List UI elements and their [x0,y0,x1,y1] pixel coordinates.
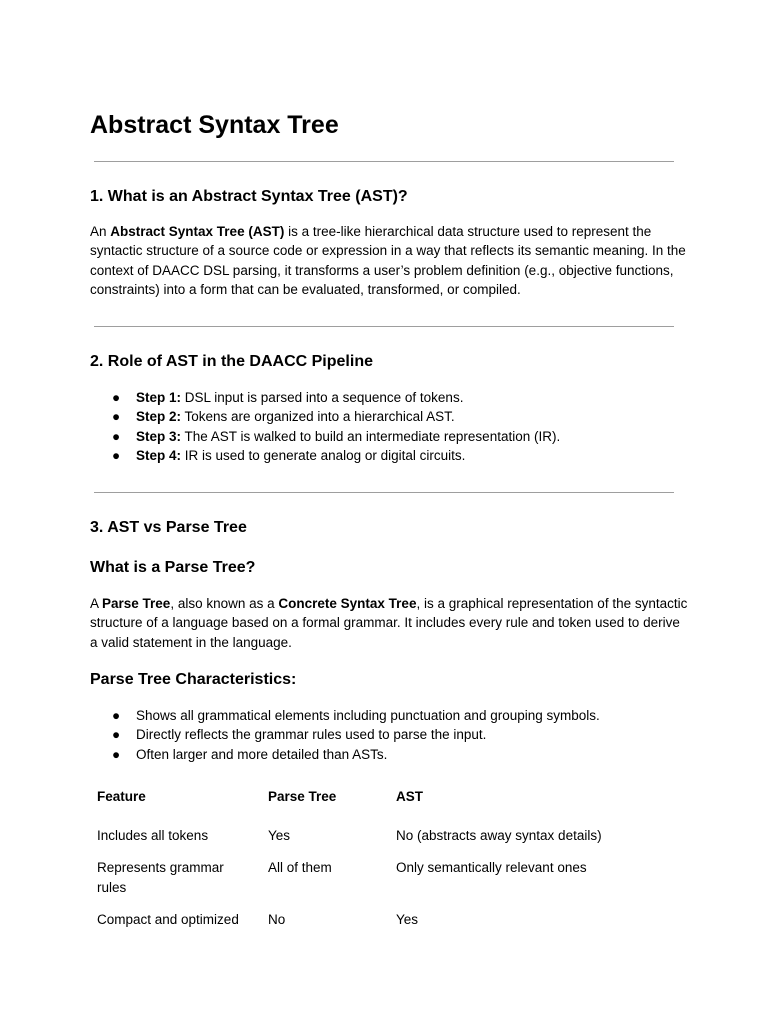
characteristics-list [112,706,712,764]
bold-term: Abstract Syntax Tree (AST) [110,224,285,239]
text-run: An [90,224,111,239]
table-header-cell: Feature [97,789,146,804]
table-row [90,819,633,851]
bullet-icon: ● [112,428,121,444]
table-cell: Only semantically relevant ones [396,860,587,876]
pipeline-steps-list [112,388,712,465]
table-header-cell: Parse Tree [268,789,337,804]
section-1-paragraph [90,222,690,299]
section-2-heading: 2. Role of AST in the DAACC Pipeline [90,353,373,370]
comparison-table [90,780,633,935]
list-item-text: Directly reflects the grammar rules used to parse the input. [136,727,487,743]
list-item [112,388,712,407]
table-header-cell: AST [396,789,423,804]
step-text: DSL input is parsed into a sequence of tokens. [181,390,464,405]
text-run: , also known as a [170,596,279,611]
table-header-row [90,780,633,819]
text-run: A [90,596,103,611]
table-cell: No (abstracts away syntax details) [396,828,602,843]
table-cell: Yes [396,911,419,927]
characteristics-heading: Parse Tree Characteristics: [90,671,297,688]
bullet-icon: ● [112,447,121,463]
table-cell: Yes [268,828,291,843]
list-item-text: Often larger and more detailed than ASTs. [136,746,388,762]
section-1-heading: 1. What is an Abstract Syntax Tree (AST)? [90,188,408,205]
bullet-icon: ● [112,390,121,405]
list-item [112,725,712,744]
step-label: Step 3: [136,428,182,444]
list-item [112,446,712,465]
parse-tree-paragraph [90,594,690,652]
table-cell: Includes all tokens [97,828,209,843]
table-cell: All of them [268,860,332,876]
page-title: Abstract Syntax Tree [90,111,339,139]
step-label: Step 4: [136,447,182,463]
bullet-icon: ● [112,409,121,425]
list-item [112,427,712,446]
section-3-heading: 3. AST vs Parse Tree [90,519,247,536]
step-label: Step 2: [136,409,182,425]
bullet-icon: ● [112,727,121,743]
step-text: Tokens are organized into a hierarchical AST. [181,409,455,425]
list-item [112,745,712,764]
text-run: is a tree-like hierarchical data structure used to represent the syntactic structure of a source code or expression in a way that reflects its semantic meaning. In the context of DAACC DSL parsing, it transforms a user’s problem definition (e.g., objective functions, constraints) into a form that can be evaluated, transformed, or compiled. [90,224,686,297]
step-label: Step 1: [136,390,182,405]
bold-term: Parse Tree [102,596,171,611]
bold-term: Concrete Syntax Tree [278,596,417,611]
text-run: , is a graphical representation of the syntactic structure of a language based on a formal grammar. It includes every rule and token used to derive a valid statement in the language. [90,596,688,650]
list-item-text: Shows all grammatical elements including punctuation and grouping symbols. [136,708,600,723]
table-cell: Compact and optimized [97,911,239,927]
bullet-icon: ● [112,746,121,762]
bullet-icon: ● [112,708,121,723]
table-row [90,903,633,935]
list-item [112,407,712,426]
step-text: IR is used to generate analog or digital circuits. [181,447,466,463]
divider [94,326,674,327]
divider [94,161,674,162]
table-cell: Represents grammar rules [97,860,224,895]
list-item [112,706,712,725]
parse-tree-subheading: What is a Parse Tree? [90,559,256,576]
step-text: The AST is walked to build an intermediate representation (IR). [181,428,561,444]
table-row [90,851,633,903]
divider [94,492,674,493]
table-cell: No [268,911,286,927]
